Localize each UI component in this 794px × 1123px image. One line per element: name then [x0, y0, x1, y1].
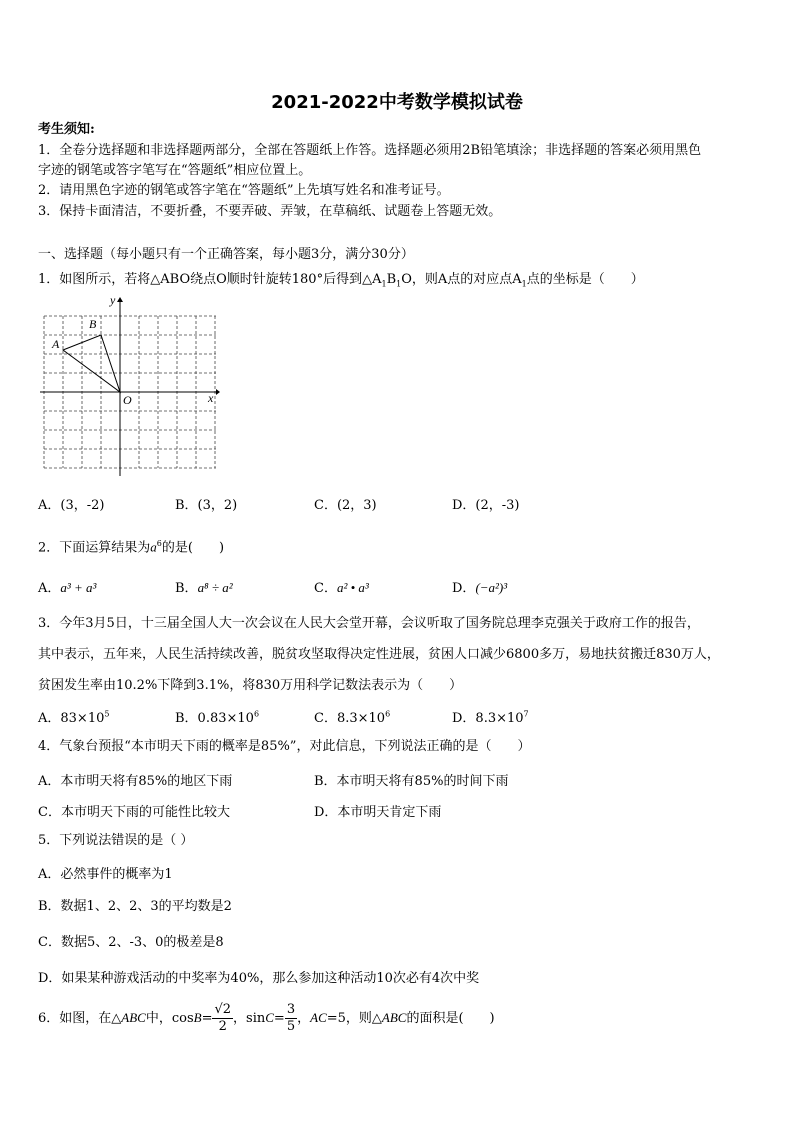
label-o: O	[123, 393, 132, 407]
q3-option-b[interactable]: B．$0.83\times 10^6$	[175, 709, 260, 726]
y-axis-arrow	[117, 297, 123, 302]
q1-option-b[interactable]: B．(3，2)	[175, 498, 238, 513]
question-2-stem: 2．下面运算结果为$a^6$的是( )	[38, 539, 225, 556]
q3-option-d[interactable]: D．$8.3\times 10^7$	[452, 709, 529, 726]
question-3-line-1: 3．今年3月5日，十三届全国人大一次会议在人民大会堂开幕，会议听取了国务院总理李克强关于政府工作的报告，	[38, 616, 700, 631]
notice-line-1: 1．全卷分选择题和非选择题两部分，全部在答题纸上作答。选择题必须用2B铅笔填涂；非选择题的答案必须用黑色	[38, 143, 702, 158]
q4-option-b[interactable]: B．本市明天将有85%的时间下雨	[314, 774, 509, 789]
q1-option-c[interactable]: C．(2，3)	[314, 498, 377, 513]
question-4-stem: 4．气象台预报“本市明天下雨的概率是85%”，对此信息，下列说法正确的是（ ）	[38, 739, 531, 754]
q2-option-d[interactable]: D．(−a²)³	[452, 580, 508, 596]
question-3-line-3: 贫困发生率由10.2%下降到3.1%，将830万用科学记数法表示为（ ）	[38, 678, 463, 693]
notice-line-4: 3．保持卡面清洁，不要折叠，不要弄破、弄皱，在草稿纸、试题卷上答题无效。	[38, 204, 502, 219]
q4-option-a[interactable]: A．本市明天将有85%的地区下雨	[38, 774, 233, 789]
exam-title: 2021-2022中考数学模拟试卷	[271, 92, 523, 113]
x-axis-arrow	[216, 389, 220, 395]
section-heading: 一、选择题（每小题只有一个正确答案，每小题3分，满分30分）	[38, 247, 414, 262]
q3-option-a[interactable]: A．$83\times 10^5$	[38, 709, 110, 726]
q2-option-c[interactable]: C．a² • a³	[314, 580, 369, 596]
q4-option-d[interactable]: D．本市明天肯定下雨	[314, 805, 442, 820]
notice-heading: 考生须知:	[38, 122, 95, 137]
question-1-stem: 1．如图所示，若将△ABO绕点O顺时针旋转180°后得到$\triangle A_1B_1O$，则A点的对应点$A_1$点的坐标是（ ）	[38, 272, 644, 289]
label-a: A	[52, 337, 60, 351]
label-b: B	[89, 317, 97, 331]
question-3-line-2: 其中表示，五年来，人民生活持续改善，脱贫攻坚取得决定性进展，贫困人口减少6800多万，易地扶贫搬迁830万人，	[38, 647, 720, 662]
label-x: x	[208, 391, 214, 405]
triangle-abo	[63, 335, 120, 392]
question-1-figure	[38, 294, 220, 478]
fraction-root2-over-2: $\frac{√2}{2}$	[214, 1002, 232, 1034]
q2-option-b[interactable]: B．a⁸ ÷ a²	[175, 580, 233, 596]
q5-option-d[interactable]: D．如果某种游戏活动的中奖率为40%，那么参加这种活动10次必有4次中奖	[38, 971, 480, 986]
q1-option-a[interactable]: A．(3，-2)	[38, 498, 105, 513]
question-6-stem: 6．如图，在△ABC中，cosB= $\frac{√2}{2}$ ，sinC= $\frac{3}{5}$ ，AC=5，则△ABC的面积是( )	[38, 1002, 495, 1034]
label-y: y	[110, 294, 116, 307]
notice-line-2: 字迹的钢笔或答字笔写在“答题纸”相应位置上。	[38, 163, 312, 178]
fraction-3-over-5: $\frac{3}{5}$	[286, 1002, 296, 1034]
question-5-stem: 5．下列说法错误的是（ ）	[38, 833, 194, 848]
q1-option-d[interactable]: D．(2，-3)	[452, 498, 520, 513]
q4-option-c[interactable]: C．本市明天下雨的可能性比较大	[38, 805, 230, 820]
q2-option-a[interactable]: A．a³ + a³	[38, 580, 97, 596]
q5-option-a[interactable]: A．必然事件的概率为1	[38, 867, 173, 882]
q5-option-b[interactable]: B．数据1、2、2、3的平均数是2	[38, 899, 232, 914]
q5-option-c[interactable]: C．数据5、2、-3、0的极差是8	[38, 935, 224, 950]
q3-option-c[interactable]: C．$8.3\times 10^6$	[314, 709, 391, 726]
notice-line-3: 2．请用黑色字迹的钢笔或答字笔在“答题纸”上先填写姓名和准考证号。	[38, 183, 450, 198]
